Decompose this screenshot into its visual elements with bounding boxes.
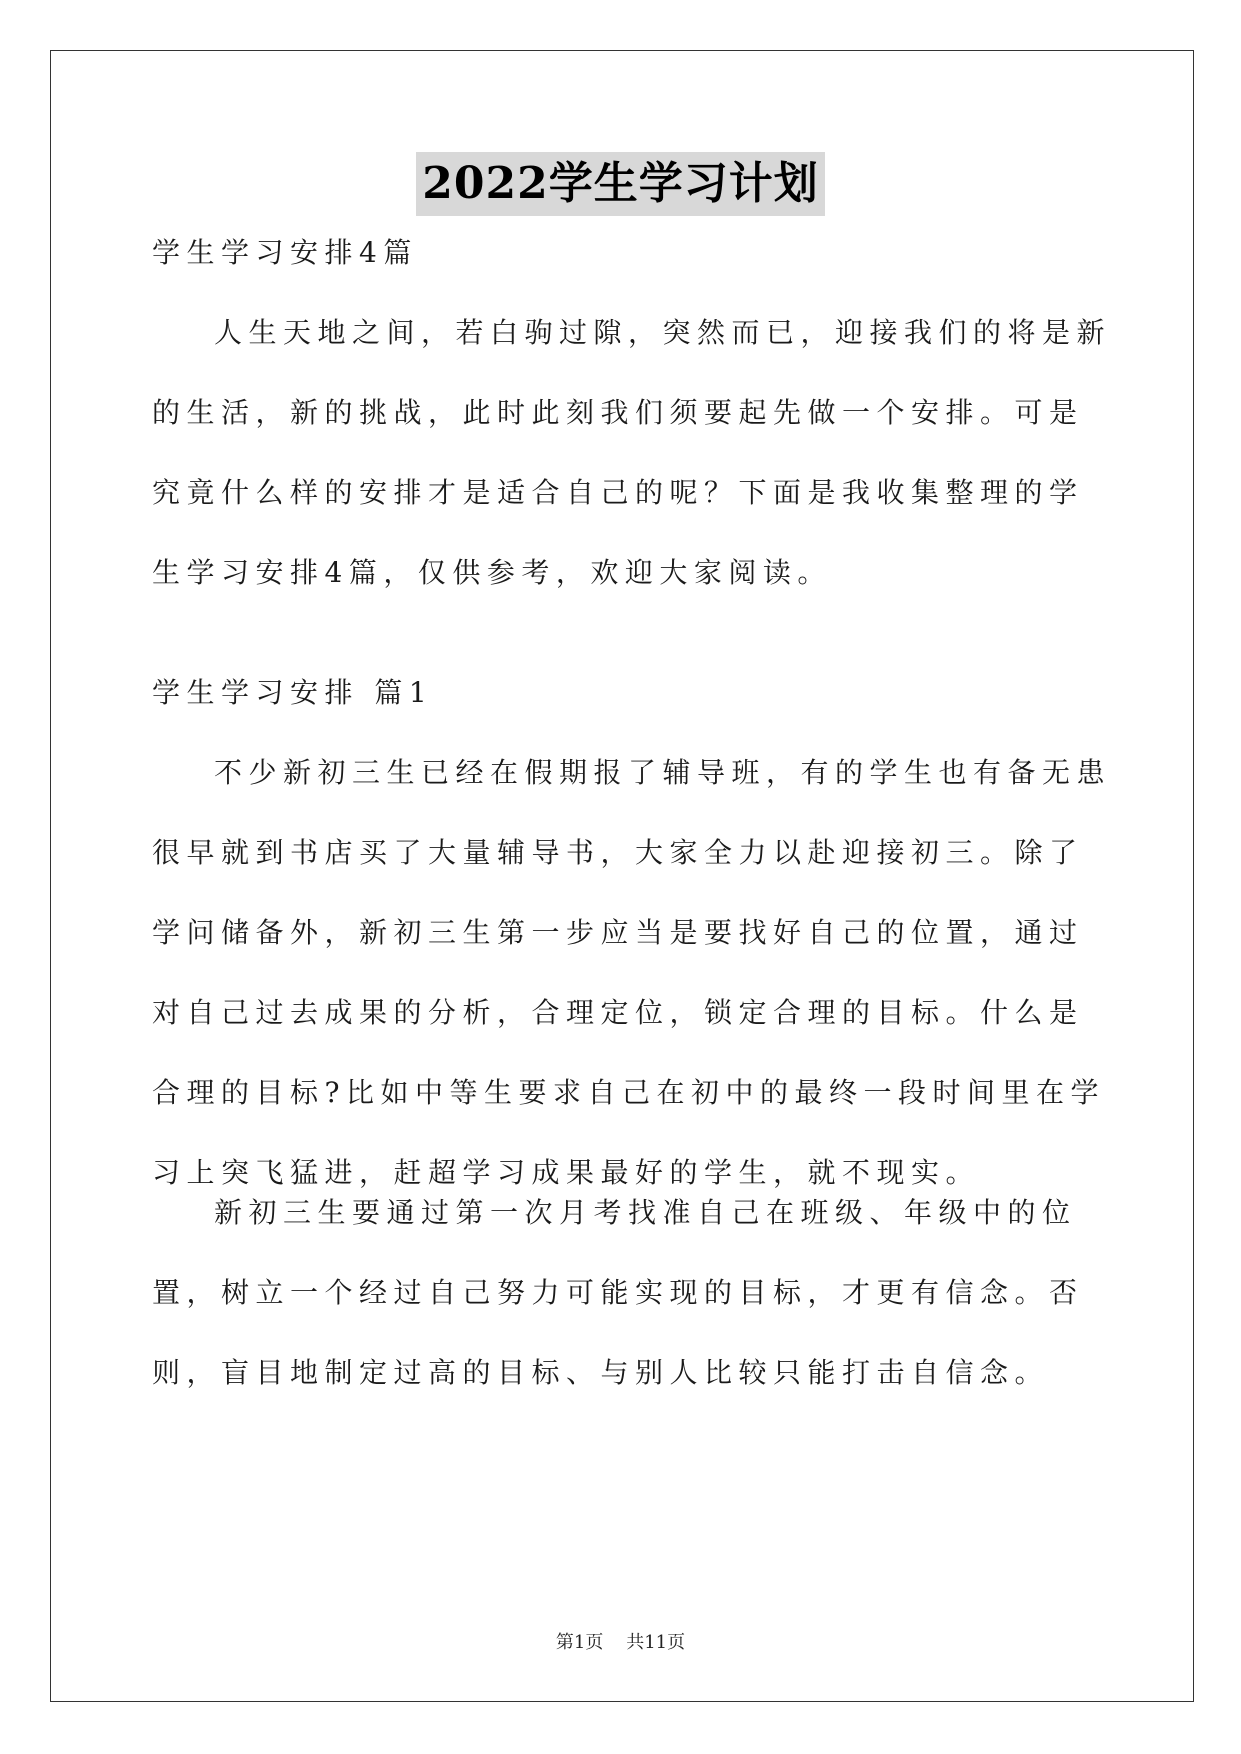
section-paragraph-2: 新初三生要通过第一次月考找准自己在班级、年级中的位置，树立一个经过自己努力可能实现的目标，才更有信念。否则，盲目地制定过高的目标、与别人比较只能打击自信念。: [152, 1196, 1084, 1389]
page-footer: [0, 1628, 1241, 1654]
title-container: [0, 152, 1241, 216]
page-number: 第1页: [555, 1632, 604, 1653]
page-total: 共11页: [626, 1632, 686, 1653]
section-heading: 学生学习安排 篇1: [152, 676, 434, 709]
document-title: 2022学生学习计划: [416, 152, 824, 216]
section-paragraph-1: 不少新初三生已经在假期报了辅导班，有的学生也有备无患很早就到书店买了大量辅导书，大家全力以赴迎接初三。除了学问储备外，新初三生第一步应当是要找好自己的位置，通过对自己过去成果的分析，合理定位，锁定合理的目标。什么是合理的目标?比如中等生要求自己在初中的最终一段时间里在学习上突飞猛进，赶超学习成果最好的学生，就不现实。: [152, 756, 1112, 1189]
document-subtitle: 学生学习安排4篇: [152, 236, 418, 269]
intro-paragraph: 人生天地之间，若白驹过隙，突然而已，迎接我们的将是新的生活，新的挑战，此时此刻我们须要起先做一个安排。可是究竟什么样的安排才是适合自己的呢？下面是我收集整理的学生学习安排4篇，仅供参考，欢迎大家阅读。: [152, 316, 1112, 589]
